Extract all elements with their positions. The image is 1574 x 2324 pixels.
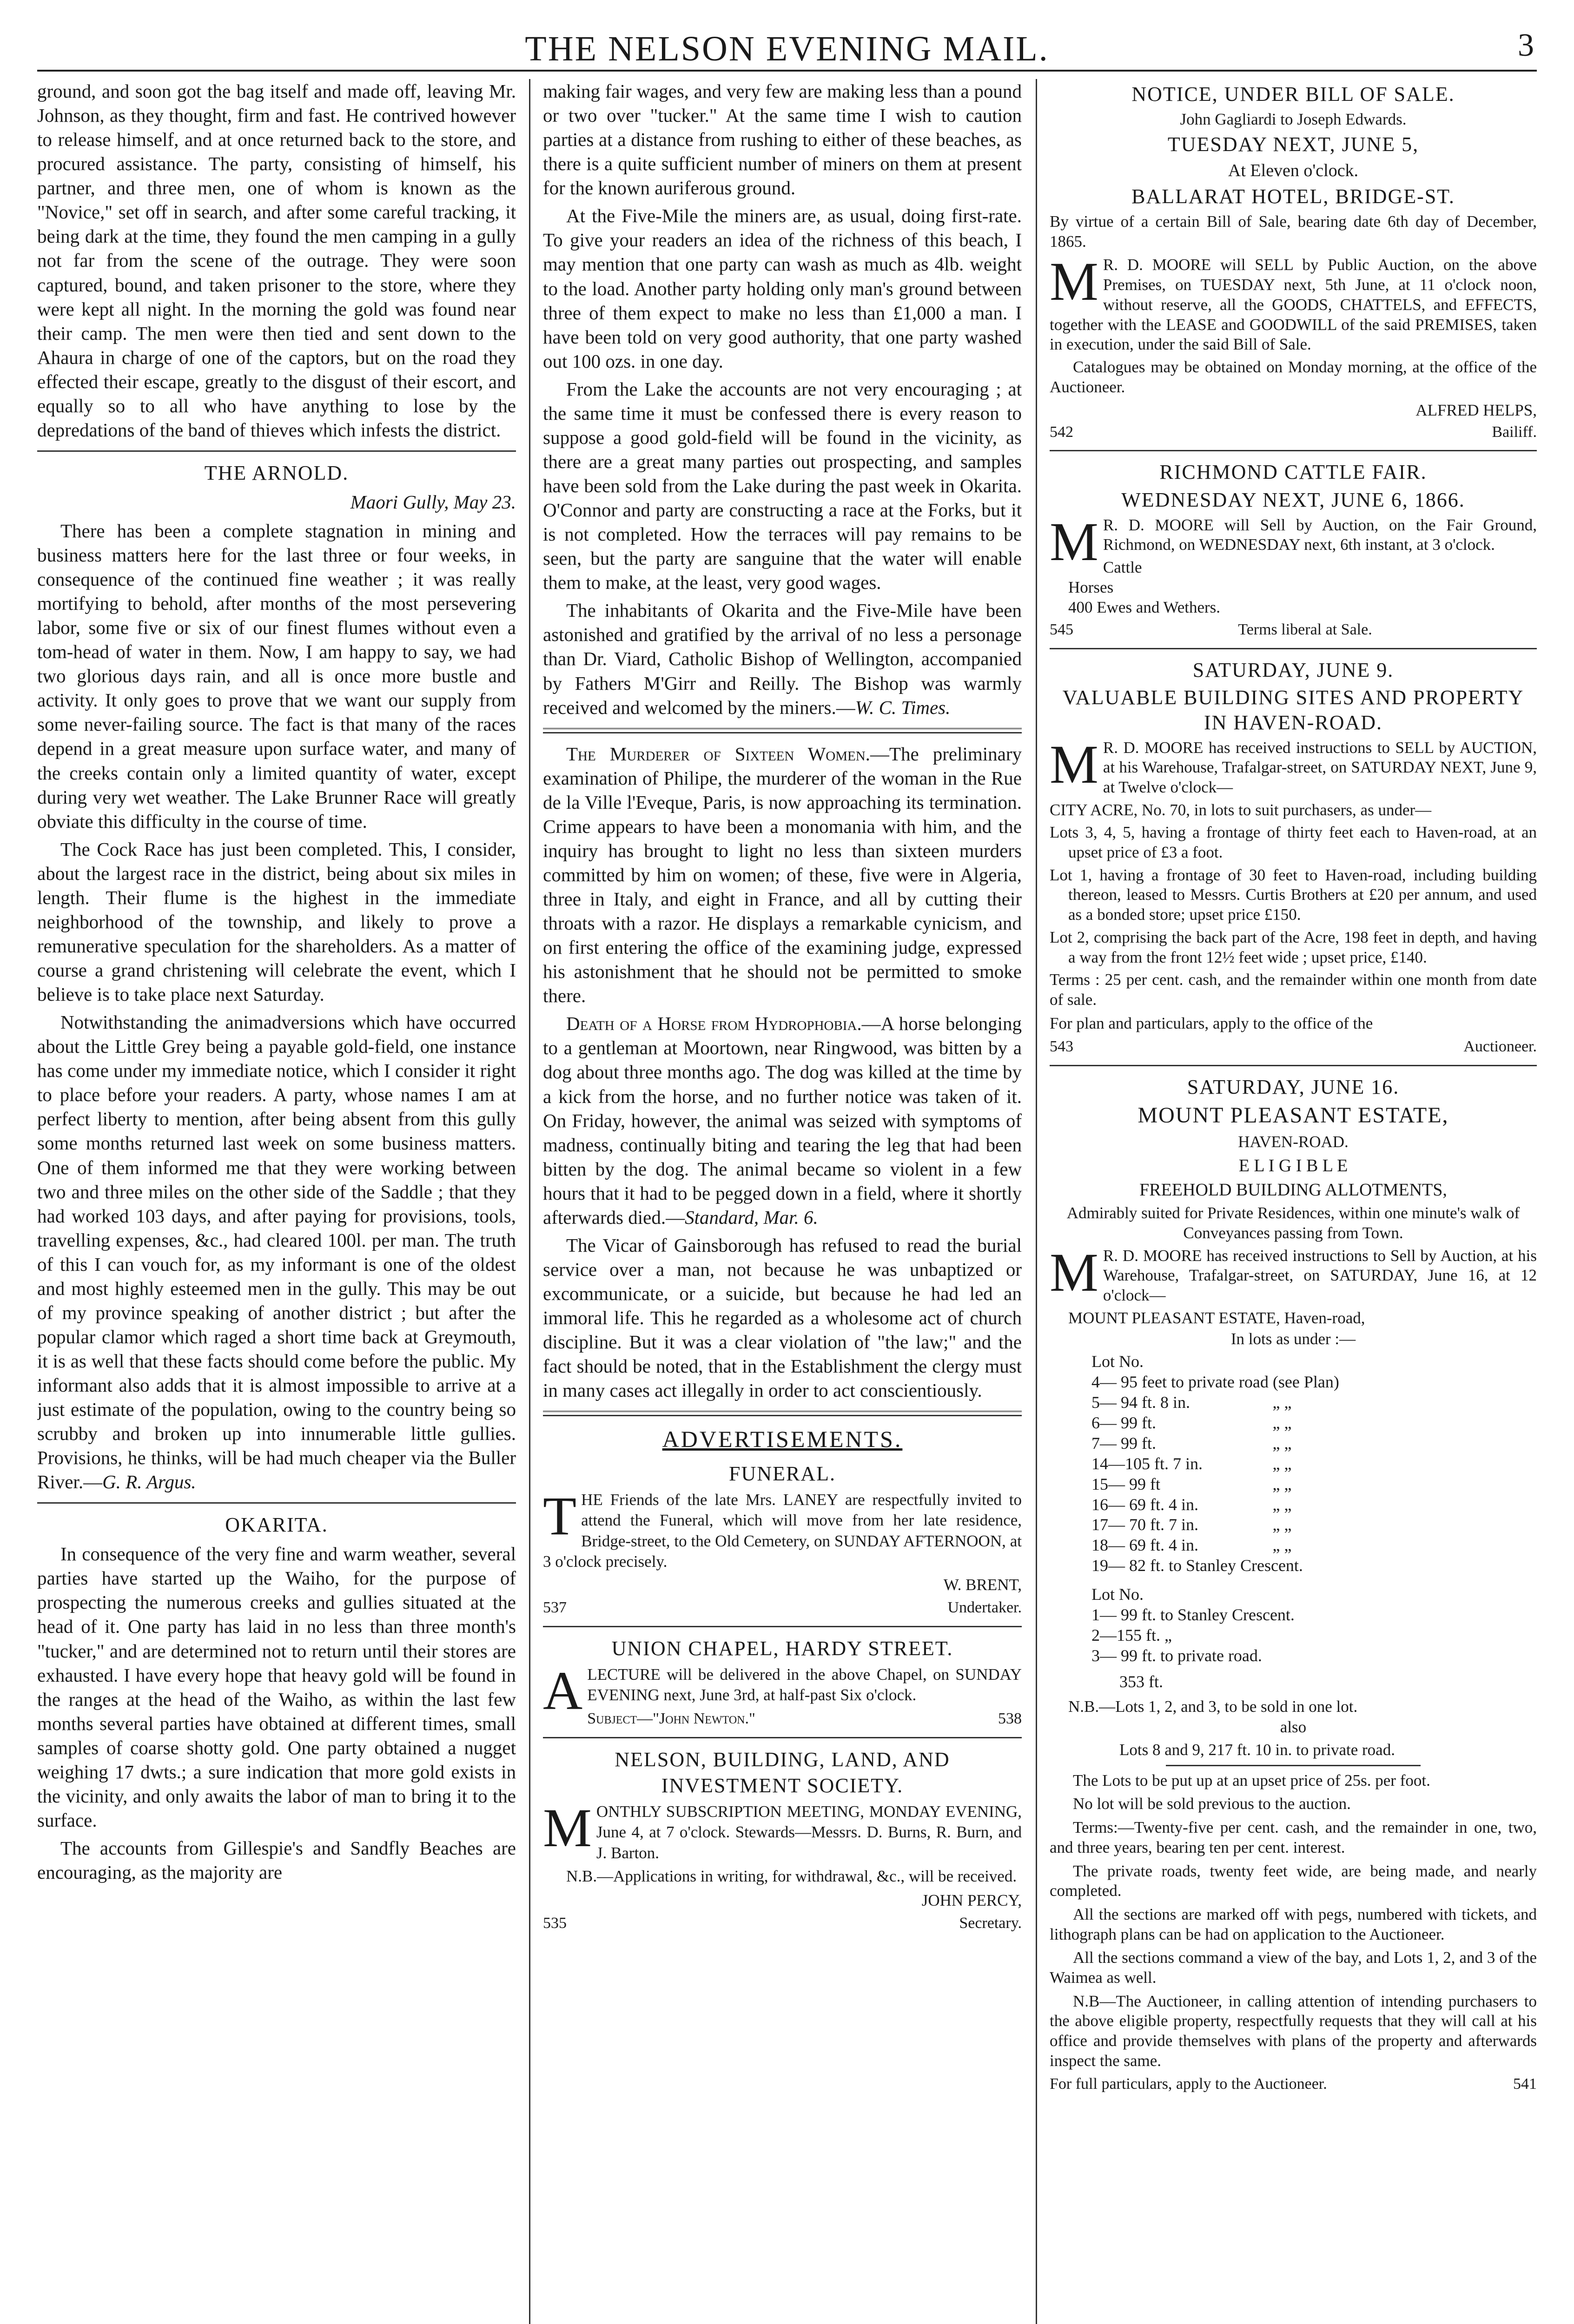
ad-date: SATURDAY, JUNE 16. xyxy=(1187,1075,1400,1098)
item-text: —A horse belonging to a gentleman at Moortown, near Ringwood, was bitten by a dog about three months ago. The dog was killed at the time by a kick from the horse, and no further notice was taken of it. On Friday, however, the animal was seized with symptoms of madness, continually biting and tearing the leg that had been bitten by the dog. The animal became so violent in a few hours that it had to be pegged down in a field, where it shortly afterwards died.— xyxy=(543,1013,1022,1228)
ad-title: UNION CHAPEL, HARDY STREET. xyxy=(611,1637,953,1660)
article-paragraph: In consequence of the very fine and warm weather, several parties have started up the Waiho, for the purpose of prospecting the numerous creeks and gullies situated at the head of it. One party has laid in no less than three month's "tucker," and are determined not to return until their stores are exhausted. I have every hope that heavy gold will be found in the ranges at the head of the Waiho, as within the last few months several parties have obtained at different times, small samples of coarse shotty gold. One party obtained a nugget weighing 17 dwts.; a sure indication that more gold exists in the vicinity, and only awaits the labor of man to bring it to the surface. xyxy=(37,1543,516,1831)
ad-title: VALUABLE BUILDING SITES AND PROPERTY IN HAVEN-ROAD. xyxy=(1062,686,1524,734)
ad-note: N.B.—Lots 1, 2, and 3, to be sold in one lot. xyxy=(1068,1697,1358,1716)
lot-header: Lot No. xyxy=(1091,1585,1144,1604)
lot-cell: 17— 70 ft. 7 in. xyxy=(1091,1515,1198,1534)
ad-subtitle: HAVEN-ROAD. xyxy=(1238,1132,1349,1151)
ad-note: All the sections are marked off with pegs, numbered with tickets, and lithograph plans can be had on application to the Auctioneer. xyxy=(1050,1905,1537,1943)
lot-cell: 14—105 ft. 7 in. xyxy=(1091,1454,1203,1473)
column-1 xyxy=(37,79,516,2324)
ad-note: N.B.—Applications in writing, for withdrawal, &c., will be received. xyxy=(566,1867,1017,1886)
ad-text: R. D. MOORE will Sell by Auction, on the Fair Ground, Richmond, on WEDNESDAY next, 6th instant, at 3 o'clock. xyxy=(1103,515,1537,554)
source-credit: Standard, Mar. 6. xyxy=(685,1206,818,1228)
funeral-ad xyxy=(543,1461,1022,1618)
article-paragraph: making fair wages, and very few are making less than a pound or two over "tucker." At the same time I wish to caution parties at a distance from rushing to either of these beaches, as there is a quite sufficient number of miners on them at present for the known auriferous ground. xyxy=(543,80,1022,199)
ad-body xyxy=(543,1485,1022,1572)
table-row xyxy=(1091,1535,1537,1556)
article-paragraph xyxy=(37,1010,516,1494)
ad-parties: John Gagliardi to Joseph Edwards. xyxy=(1180,110,1407,128)
society-ad xyxy=(543,1747,1022,1933)
drop-cap: M xyxy=(1050,251,1098,312)
article-paragraph: At the Five-Mile the miners are, as usual, doing first-rate. To give your readers an idea of the richness of this beach, I may mention that one party can wash as much as 4lb. weight to the load. Another party holding only man's ground between three of them expect to make no less than £1,000 a man. I have been told on very good authority, that one party washed out 100 ozs. in one day. xyxy=(543,205,1022,372)
source-credit: G. R. Argus. xyxy=(102,1471,196,1493)
ad-date: SATURDAY, JUNE 9. xyxy=(1192,658,1394,681)
ad-text: R. D. MOORE will SELL by Public Auction, on the above Premises, on TUESDAY next, 5th June, at 11 o'clock noon, without reserve, all the GOODS, CHATTELS, and EFFECTS, together with the LEASE and GOODWILL of the said PREMISES, taken in execution, under the said Bill of Sale. xyxy=(1050,256,1537,354)
ad-note: For full particulars, apply to the Auctioneer. xyxy=(1050,2075,1327,2093)
advertisements-heading: ADVERTISEMENTS. xyxy=(662,1426,903,1452)
column-rule xyxy=(529,79,530,2324)
table-row xyxy=(1091,1372,1537,1393)
article-paragraph: There has been a complete stagnation in mining and business matters here for the last three or four weeks, in consequence of the continued fine weather ; it was really mortifying to behold, after months of the most persevering labor, some five or six of our finest flumes without even a tom-head of water in them. Now, I am happy to say, we had two glorious days rain, and all is once more bustle and activity. It only goes to prove that we want our supply from some never-failing source. The fact is that many of the races depend in a great measure upon surface water, and many of the creeks contain only a limited quantity of water, except during very wet weather. The Lake Brunner Race will greatly obviate this difficulty in the course of time. xyxy=(37,520,516,832)
ad-footer xyxy=(1050,620,1537,639)
divider xyxy=(1050,450,1537,451)
ad-number: 541 xyxy=(1513,2075,1537,2093)
cattle-fair-ad xyxy=(1050,460,1537,639)
ad-footer xyxy=(1050,423,1537,442)
ad-subject: Subject—"John Newton." xyxy=(587,1710,755,1727)
lot-cell: 18— 69 ft. 4 in. xyxy=(1091,1536,1198,1555)
ad-body xyxy=(1050,251,1537,354)
ad-number: 543 xyxy=(1050,1038,1073,1056)
ad-title: NELSON, BUILDING, LAND, AND INVESTMENT SOCIETY. xyxy=(615,1748,950,1797)
ad-text: ONTHLY SUBSCRIPTION MEETING, MONDAY EVENING, June 4, at 7 o'clock. Stewards—Messrs. D. Burns, R. Burn, and J. Barton. xyxy=(596,1802,1022,1862)
ad-freehold: FREEHOLD BUILDING ALLOTMENTS, xyxy=(1139,1180,1447,1200)
ad-note: The Lots to be put up at an upset price of 25s. per foot. xyxy=(1073,1771,1430,1789)
divider xyxy=(1050,1065,1537,1066)
ad-place: BALLARAT HOTEL, BRIDGE-ST. xyxy=(1131,185,1455,208)
ad-number: 538 xyxy=(998,1710,1022,1727)
item-lead: The Murderer of Sixteen Women. xyxy=(566,743,870,765)
newspaper-title: THE NELSON EVENING MAIL. xyxy=(525,29,1049,68)
column-rule xyxy=(1036,79,1037,2324)
lot-cell: 4— 95 feet to private road xyxy=(1091,1373,1269,1392)
ad-body xyxy=(1050,733,1537,798)
ad-note: No lot will be sold previous to the auction. xyxy=(1073,1795,1351,1813)
ad-note: Lots 8 and 9, 217 ft. 10 in. to private road. xyxy=(1119,1741,1395,1759)
ad-note: N.B—The Auctioneer, in calling attention of intending purchasers to the above eligible property, respectfully requests that they will call at his office and provide themselves with plans of the property and afterwards inspect the same. xyxy=(1050,1992,1537,2070)
ad-note: also xyxy=(1280,1718,1307,1736)
table-row xyxy=(1091,1474,1537,1495)
table-row xyxy=(1091,1515,1537,1535)
ad-number: 545 xyxy=(1050,621,1073,639)
divider xyxy=(1166,1765,1421,1766)
drop-cap: A xyxy=(543,1660,583,1721)
article-paragraph: The Cock Race has just been completed. This, I consider, about the largest race in the district, being about six miles in length. Their flume is the highest in the immediate neighborhood of the township, and likely to prove a remunerative speculation for the shareholders. As a matter of course a grand christening will celebrate the event, which I believe is to take place next Saturday. xyxy=(37,838,516,1005)
source-credit: W. C. Times. xyxy=(855,696,951,718)
lot-table xyxy=(1091,1352,1537,1692)
lot-mark: „ „ xyxy=(1272,1393,1292,1412)
article-text: Notwithstanding the animadversions which have occurred about the Little Grey being a payable gold-field, one instance has come under my immediate notice, which I consider it right to place before your readers. A party, whose names I am at perfect liberty to mention, after being absent from this gully some months returned last week on some business matters. One of them informed me that they were working between two and three miles on the other side of the Saddle ; that they had worked 103 days, and after paying for provisions, tools, travelling expenses, &c., had cleared 100l. per man. The truth of this I can vouch for, as my informant is one of the oldest and most highly esteemed men in the gully. This may be out of my province speaking of another district ; but after the popular clamor which raged a short time back at Greymouth, it is as well that these facts should come before the public. My informant also adds that it is almost impossible to arrive at a just estimate of the population, owing to the country being so scrubby and broken up into innumerable little gullies. Provisions, he thinks, will be had much cheaper via the Buller River.— xyxy=(37,1011,516,1493)
lot-description: Lots 3, 4, 5, having a frontage of thirty feet each to Haven-road, at an upset price of £3 a foot. xyxy=(1050,823,1537,862)
ad-text: HE Friends of the late Mrs. LANEY are respectfully invited to attend the Funeral, which will move from her late residence, Bridge-street, to the Old Cemetery, on SUNDAY AFTERNOON, at 3 o'clock precisely. xyxy=(543,1490,1022,1571)
ad-footer xyxy=(543,1598,1022,1618)
ad-title: FUNERAL. xyxy=(729,1462,836,1485)
ad-text: LECTURE will be delivered in the above Chapel, on SUNDAY EVENING next, June 3rd, at half-past Six o'clock. xyxy=(587,1665,1022,1704)
building-sites-ad xyxy=(1050,658,1537,1056)
double-divider xyxy=(543,728,1022,733)
ad-number: 537 xyxy=(543,1598,567,1616)
okarita-heading: OKARITA. xyxy=(225,1513,328,1537)
lot-cell: 6— 99 ft. xyxy=(1091,1413,1156,1432)
fair-items xyxy=(1068,558,1537,617)
bill-of-sale-ad xyxy=(1050,82,1537,442)
ad-footer xyxy=(1050,1037,1537,1056)
ad-terms: Terms:—Twenty-five per cent. cash, and the remainder in one, two, and three years, bearing ten per cent. interest. xyxy=(1050,1818,1537,1856)
ad-signer: W. BRENT, xyxy=(943,1576,1022,1594)
lot-cell: 15— 99 ft xyxy=(1091,1474,1160,1493)
ad-text: R. D. MOORE has received instructions to SELL by AUCTION, at his Warehouse, Trafalgar-street, on SATURDAY NEXT, June 9, at Twelve o'clock— xyxy=(1103,738,1537,797)
lot-mark: „ „ xyxy=(1272,1495,1292,1514)
lot-description: Lot 1, having a frontage of 30 feet to Haven-road, including building thereon, leased to Messrs. Curtis Brothers at £20 per annum, and used as a bonded store; upset price £150. xyxy=(1050,865,1537,924)
table-row xyxy=(1091,1495,1537,1515)
lots-intro: In lots as under :— xyxy=(1230,1329,1356,1348)
mount-pleasant-ad xyxy=(1050,1075,1537,2094)
ad-time: At Eleven o'clock. xyxy=(1228,161,1359,181)
article-text: The inhabitants of Okarita and the Five-Mile have been astonished and gratified by the arrival of no less a personage than Dr. Viard, Catholic Bishop of Wellington, accompanied by Fathers M'Girr and Reilly. The Bishop was warmly received and welcomed by the miners.— xyxy=(543,600,1022,718)
article-paragraph: The accounts from Gillespie's and Sandfly Beaches are encouraging, as the majority are xyxy=(37,1837,516,1883)
ad-body xyxy=(543,1797,1022,1863)
ad-date: WEDNESDAY NEXT, JUNE 6, 1866. xyxy=(1121,489,1465,512)
ad-footer xyxy=(1050,2074,1537,2093)
drop-cap: M xyxy=(543,1797,592,1858)
lot-mark: „ „ xyxy=(1272,1515,1292,1534)
ad-footer xyxy=(587,1709,1022,1729)
lot-description: Lot 2, comprising the back part of the Acre, 198 feet in depth, and having a way from the front 12½ feet wide ; upset price, £140. xyxy=(1050,928,1537,966)
table-row xyxy=(1091,1393,1537,1413)
ad-signer-role: Auctioneer. xyxy=(1463,1038,1537,1056)
page-number: 3 xyxy=(1518,27,1534,63)
ad-number: 535 xyxy=(543,1914,567,1932)
ad-note: For plan and particulars, apply to the office of the xyxy=(1050,1014,1373,1032)
ad-signer-role: Undertaker. xyxy=(947,1598,1022,1616)
ad-suited: Admirably suited for Private Residences, within one minute's walk of Conveyances passing from Town. xyxy=(1066,1204,1520,1242)
list-item: 400 Ewes and Wethers. xyxy=(1068,598,1221,616)
item-lead: Death of a Horse from Hydrophobia. xyxy=(566,1013,862,1035)
ad-signer: ALFRED HELPS, xyxy=(1415,401,1537,420)
list-item: Horses xyxy=(1068,578,1114,596)
divider xyxy=(37,450,516,452)
column-2 xyxy=(543,79,1022,2324)
arnold-heading: THE ARNOLD. xyxy=(204,461,349,484)
drop-cap: T xyxy=(543,1485,577,1546)
drop-cap: M xyxy=(1050,1241,1098,1303)
ad-note: All the sections command a view of the bay, and Lots 1, 2, and 3 of the Waimea as well. xyxy=(1050,1948,1537,1987)
table-row xyxy=(1091,1556,1537,1576)
ad-footer xyxy=(543,1913,1022,1933)
drop-cap: M xyxy=(1050,511,1098,572)
divider xyxy=(37,1502,516,1504)
ad-title: RICHMOND CATTLE FAIR. xyxy=(1159,461,1427,484)
item-text: —The preliminary examination of Philipe, the murderer of the woman in the Rue de la Ville l'Eveque, Paris, is now approaching its termination. Crime appears to have been a monomania with him, and the inquiry has brought to light no less than sixteen murders committed by him on women; of these, five were in Algeria, three in Italy, and eight in France, and all by cutting their throats with a razor. He displays a remarkable cynicism, and on first entering the office of the examining judge, expressed his astonishment that he should not be permitted to smoke there. xyxy=(543,743,1022,1007)
table-row: 3— 99 ft. to private road. xyxy=(1091,1646,1262,1665)
ad-number: 542 xyxy=(1050,423,1073,441)
ad-terms: Terms : 25 per cent. cash, and the remainder within one month from date of sale. xyxy=(1050,971,1537,1009)
ad-text: R. D. MOORE has received instructions to Sell by Auction, at his Warehouse, Trafalgar-street, on SATURDAY, June 16, at 12 o'clock— xyxy=(1103,1246,1537,1305)
ad-date: TUESDAY NEXT, JUNE 5, xyxy=(1167,133,1419,156)
ad-signer-role: Bailiff. xyxy=(1492,423,1537,441)
ad-note: Catalogues may be obtained on Monday morning, at the office of the Auctioneer. xyxy=(1050,357,1537,396)
table-row: 1— 99 ft. to Stanley Crescent. xyxy=(1091,1605,1295,1624)
ad-body xyxy=(1050,1241,1537,1306)
divider xyxy=(1050,648,1537,649)
table-row xyxy=(1091,1413,1537,1433)
ad-title: MOUNT PLEASANT ESTATE, xyxy=(1138,1103,1449,1128)
ad-terms: Terms liberal at Sale. xyxy=(1238,621,1372,639)
lot-mark: (see Plan) xyxy=(1272,1373,1339,1392)
table-row xyxy=(1091,1433,1537,1454)
article-paragraph xyxy=(543,598,1022,719)
lot-cell: 5— 94 ft. 8 in. xyxy=(1091,1393,1190,1412)
lot-mark: „ „ xyxy=(1272,1413,1292,1432)
lot-total: 353 ft. xyxy=(1119,1672,1163,1691)
lot-cell: 7— 99 ft. xyxy=(1091,1433,1156,1452)
lot-cell: 19— 82 ft. to Stanley Crescent. xyxy=(1091,1556,1303,1575)
news-item xyxy=(543,1011,1022,1229)
chapel-ad xyxy=(543,1636,1022,1729)
lot-cell: 16— 69 ft. 4 in. xyxy=(1091,1495,1198,1514)
news-item: The Vicar of Gainsborough has refused to read the burial service over a man, not because he was unbaptized or excommunicate, or a suicide, but because he had led an immoral life. This he regarded as a wholesome act of church discipline. But it was a clear violation of "the law;" and the fact should be noted, that in the Establishment the clergy must in many cases act illegally in order to act conscientiously. xyxy=(543,1234,1022,1401)
divider xyxy=(543,1737,1022,1738)
ad-signer-role: Secretary. xyxy=(959,1914,1022,1932)
drop-cap: M xyxy=(1050,733,1098,795)
news-item xyxy=(543,742,1022,1008)
estate-name: MOUNT PLEASANT ESTATE, Haven-road, xyxy=(1068,1308,1365,1327)
table-row: 2—155 ft. „ xyxy=(1091,1625,1172,1644)
double-divider xyxy=(543,1411,1022,1416)
lot-mark: „ „ xyxy=(1272,1536,1292,1555)
ad-signer: JOHN PERCY, xyxy=(921,1891,1022,1910)
divider xyxy=(543,1626,1022,1627)
masthead xyxy=(37,19,1537,72)
lot-mark: „ „ xyxy=(1272,1454,1292,1473)
lot-mark: „ „ xyxy=(1272,1474,1292,1493)
ad-eligible: E L I G I B L E xyxy=(1238,1155,1348,1175)
article-paragraph: ground, and soon got the bag itself and made off, leaving Mr. Johnson, as they thought, firm and fast. He contrived however to release himself, and at once returned back to the store, and procured assistance. The party, consisting of himself, his partner, and three men, one of whom is known as the "Novice," set off in search, and after some careful tracking, it being dark at the time, they found the men camping in a gully not far from the scene of the outrage. They were soon captured, bound, and taken prisoner to the store, where they were kept all night. In the morning the gold was found near their camp. The men were then tied and sent down to the Ahaura in charge of one of the captors, but on the road they effected their escape, greatly to the disgust of their escort, and equally so to all who have anything to lose by the depredations of the band of thieves which infests the district. xyxy=(37,80,516,441)
lot-header: Lot No. xyxy=(1091,1352,1144,1371)
lot-mark: „ „ xyxy=(1272,1433,1292,1452)
arnold-dateline: Maori Gully, May 23. xyxy=(350,491,516,513)
ad-title: NOTICE, UNDER BILL OF SALE. xyxy=(1131,83,1455,106)
ad-intro: By virtue of a certain Bill of Sale, bearing date 6th day of December, 1865. xyxy=(1050,212,1537,251)
column-3 xyxy=(1050,79,1537,2324)
article-paragraph: From the Lake the accounts are not very encouraging ; at the same time it must be confessed there is every reason to suppose a good gold-field will be found in the vicinity, as there are a great many parties out prospecting, and samples have been sold from the Lake during the past week in Okarita. O'Connor and party are constructing a race at the Forks, but it is not completed. How the terraces will pay remains to be seen, but the party are sanguine that the water will enable them to make, at the least, very good wages. xyxy=(543,378,1022,594)
table-row xyxy=(1091,1454,1537,1474)
lot-description: CITY ACRE, No. 70, in lots to suit purchasers, as under— xyxy=(1050,800,1432,819)
ad-note: The private roads, twenty feet wide, are being made, and nearly completed. xyxy=(1050,1862,1537,1900)
list-item: Cattle xyxy=(1103,558,1142,577)
